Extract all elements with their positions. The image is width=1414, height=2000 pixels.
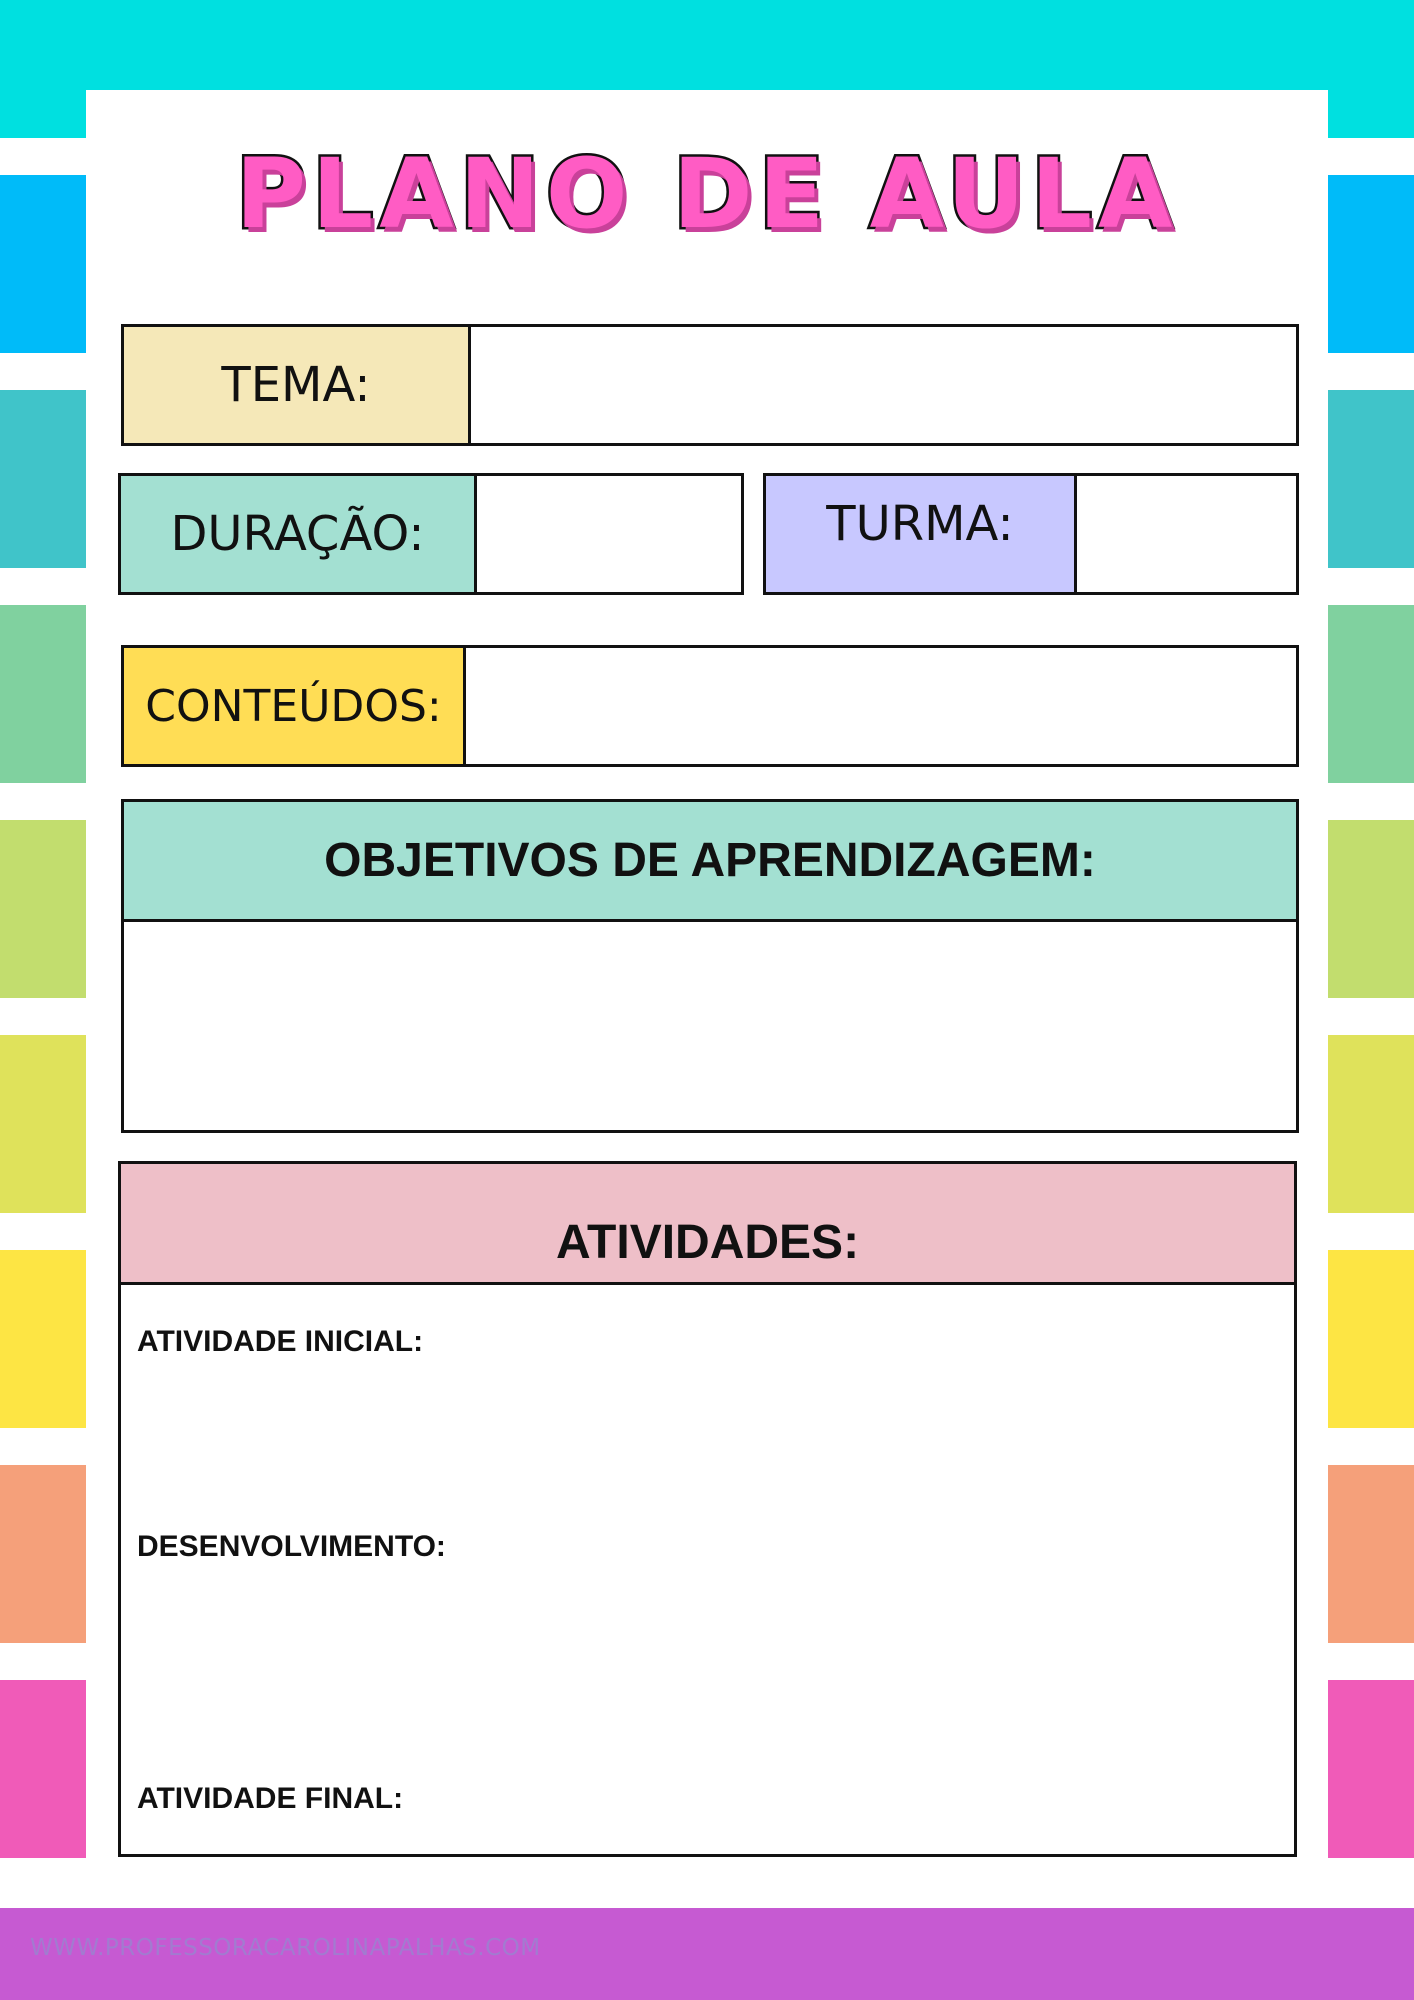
atividade-inicial-label: ATIVIDADE INICIAL: (137, 1325, 424, 1358)
tema-row (121, 324, 1299, 446)
side-stripe (1328, 1250, 1414, 1428)
atividades-field[interactable] (121, 1285, 1294, 1854)
duracao-field[interactable] (477, 476, 741, 592)
conteudos-row (121, 645, 1299, 767)
footer-website: WWW.PROFESSORACAROLINAPALHAS.COM (30, 1935, 541, 1961)
objetivos-header: OBJETIVOS DE APRENDIZAGEM: (124, 802, 1296, 922)
tema-field[interactable] (471, 327, 1296, 443)
turma-field[interactable] (1077, 476, 1296, 592)
atividades-header: ATIVIDADES: (121, 1164, 1294, 1285)
duracao-label: DURAÇÃO: (121, 476, 477, 592)
side-stripe (0, 1035, 86, 1213)
side-stripe (0, 605, 86, 783)
side-stripe (0, 1250, 86, 1428)
conteudos-field[interactable] (466, 648, 1296, 764)
side-stripe (0, 820, 86, 998)
side-stripe (0, 1680, 86, 1858)
desenvolvimento-label: DESENVOLVIMENTO: (137, 1530, 446, 1563)
turma-row (763, 473, 1299, 595)
page-title: PLANO DE AULA (235, 138, 1179, 250)
side-stripe (1328, 1680, 1414, 1858)
turma-label: TURMA: (766, 476, 1077, 592)
side-stripe (1328, 390, 1414, 568)
objetivos-section (121, 799, 1299, 1133)
duracao-row (118, 473, 744, 595)
side-stripe (1328, 1035, 1414, 1213)
conteudos-label: CONTEÚDOS: (124, 648, 466, 764)
side-stripe (0, 1465, 86, 1643)
objetivos-field[interactable] (124, 922, 1296, 1130)
atividade-final-label: ATIVIDADE FINAL: (137, 1782, 404, 1815)
side-stripe (1328, 820, 1414, 998)
tema-label: TEMA: (124, 327, 471, 443)
atividades-section (118, 1161, 1297, 1857)
side-stripe (1328, 605, 1414, 783)
side-stripe (0, 390, 86, 568)
side-stripe (1328, 1465, 1414, 1643)
